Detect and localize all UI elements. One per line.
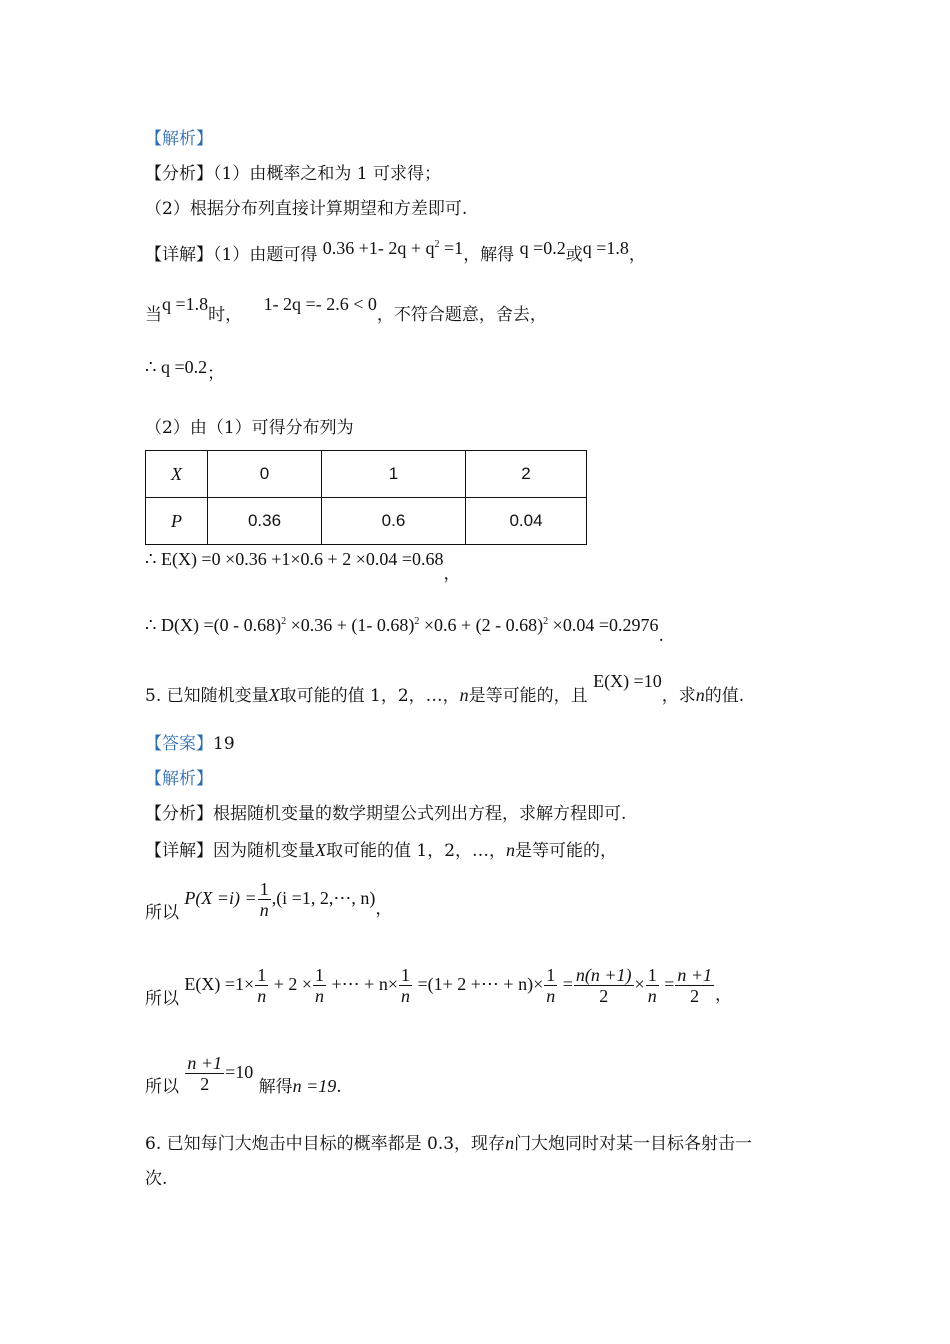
table-row: X 0 1 2 [146, 451, 587, 498]
solution-q1: q =0.2 [519, 238, 566, 258]
probability-formula: 所以 P(X =i) = $\frac{1}{n}$ ,(i =1, 2,⋯, n)， [145, 879, 393, 923]
variance-equation: ∴ D(X) =(0 - 0.68)$^2$ ×0.36 + (1- 0.68)$^2$ ×0.6 + (2 - 0.68)$^2$ ×0.04 =0.2976. [145, 615, 664, 646]
jiexi-heading-q5: 【解析】 [145, 769, 213, 789]
expectation-formula-q5: 所以 E(X) =1× $\frac{1}{n}$ + 2 × $\frac{1}{n}$ +⋯ + n× $\frac{1}{n}$ =(1+ 2 +⋯ + n)× $\frac{1}{n}$ = $\frac{n(n +1)}{2}$ × $\frac{1}{n}$ = $\frac{n +1}{2}$ ， [145, 965, 732, 1009]
detail-line-2: 当q =1.8时， 1- 2q =- 2.6 < 0，不符合题意，舍去， [145, 294, 547, 325]
question-6-stem-line-1: 6. 已知每门大炮击中目标的概率都是 0.3，现存n门大炮同时对某一目标各射击一 [145, 1133, 753, 1154]
detail-q5: 【详解】因为随机变量X取可能的值 1，2，…，n是等可能的， [145, 840, 618, 861]
table-row: P 0.36 0.6 0.04 [146, 498, 587, 545]
analysis-line-2: （2）根据分布列直接计算期望和方差即可. [145, 199, 468, 219]
expectation-equation: ∴ E(X) =0 ×0.36 +1×0.6 + 2 ×0.04 =0.68， [145, 549, 461, 584]
answer-line: 【答案】19 [145, 734, 235, 754]
question-6-stem-line-2: 次. [145, 1169, 168, 1189]
jiexi-heading: 【解析】 [145, 129, 213, 149]
part2-intro: （2）由（1）可得分布列为 [145, 418, 354, 438]
final-solution-q5: 所以 $\frac{n +1}{2}$ =10 解得n =19. [145, 1053, 342, 1097]
analysis-q5: 【分析】根据随机变量的数学期望公式列出方程，求解方程即可. [145, 804, 627, 824]
analysis-line-1: 【分析】（1）由概率之和为 1 可求得； [145, 164, 441, 184]
detail-line-3: ∴ q =0.2； [145, 357, 225, 384]
distribution-table [145, 450, 587, 545]
equation-sum-prob: 0.36 +1- $2q + q^2 =1$ [322, 238, 464, 258]
solution-q2: q =1.8 [582, 238, 629, 258]
question-5-stem: 5. 已知随机变量X取可能的值 1，2，…，n是等可能的，且 E(X) =10，求n的值. [145, 671, 745, 706]
detail-line-1: 【详解】（1）由题可得 0.36 +1- $2q + q^2 =1$，解得 q =0.2或q =1.8， [145, 238, 646, 265]
